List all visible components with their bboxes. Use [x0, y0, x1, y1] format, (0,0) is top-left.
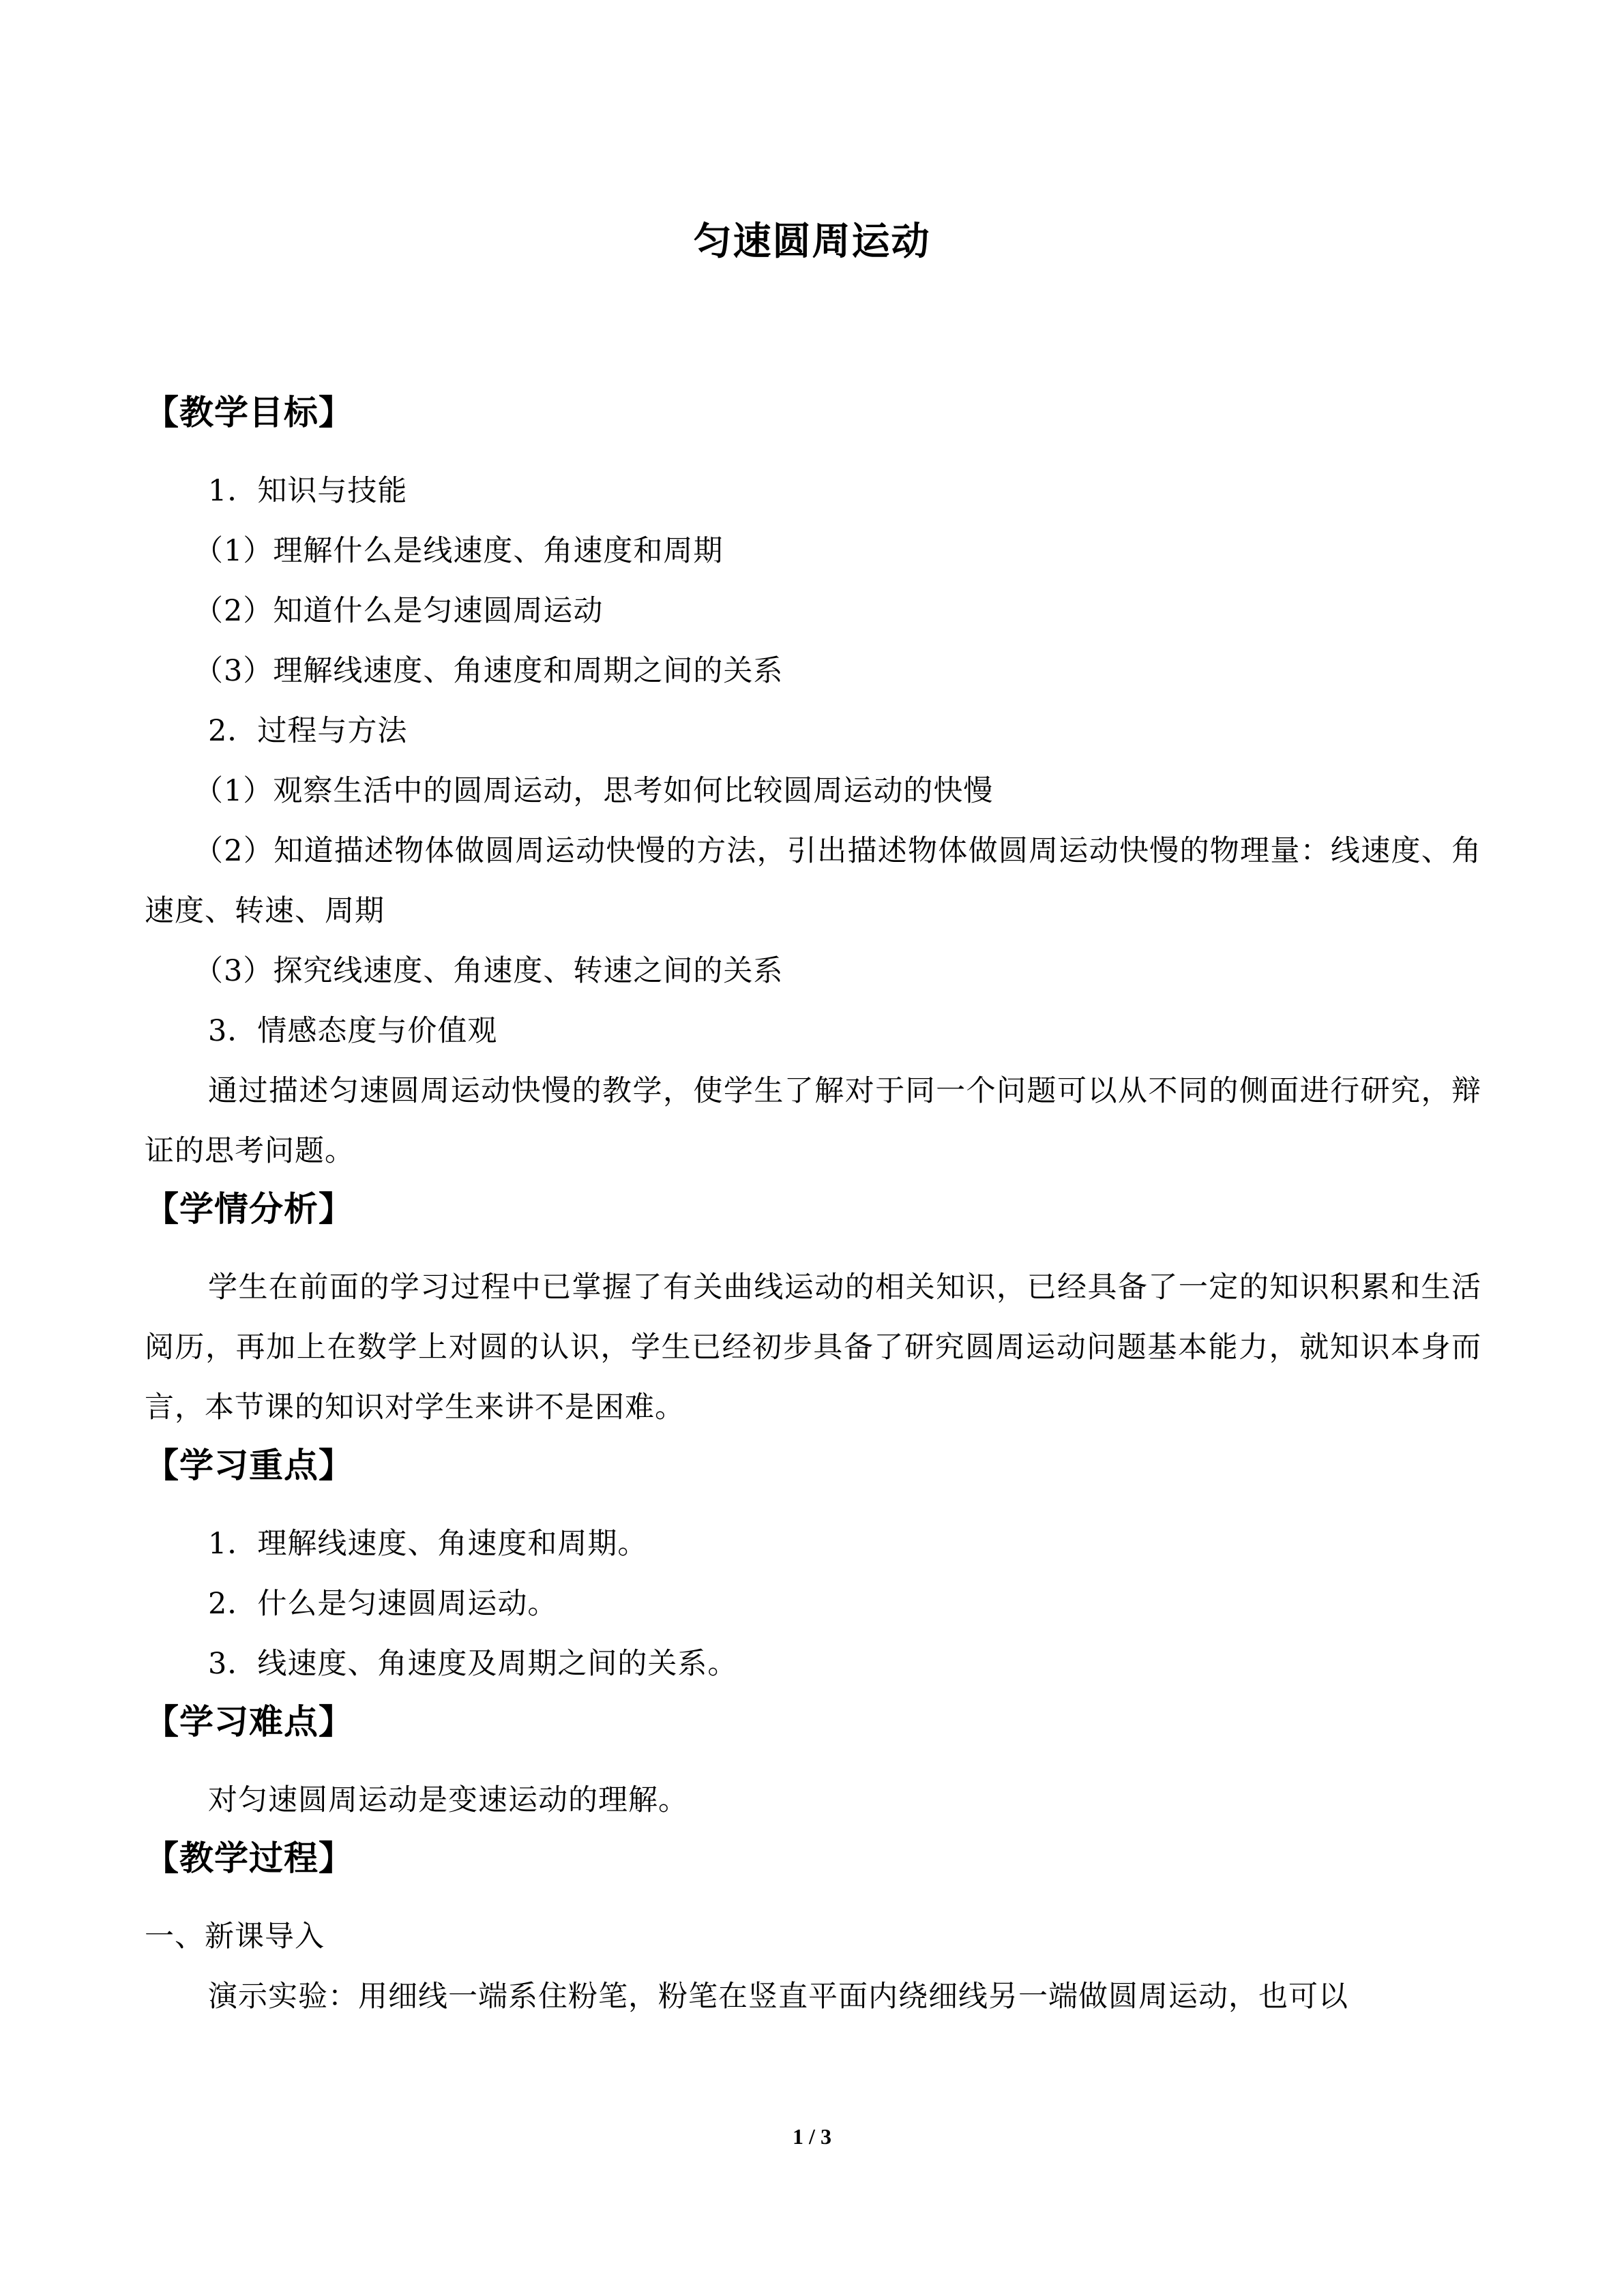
analysis-paragraph: 学生在前面的学习过程中已掌握了有关曲线运动的相关知识，已经具备了一定的知识积累和生活阅历，再加上在数学上对圆的认识，学生已经初步具备了研究圆周运动问题基本能力，就知识本身而言，本节课的知识对学生来讲不是困难。 [145, 1270, 1481, 1425]
process-paragraph: 演示实验：用细线一端系住粉笔，粉笔在竖直平面内绕细线另一端做圆周运动，也可以 [208, 1980, 1348, 2014]
goal-subitem: （2）知道什么是匀速圆周运动 [194, 594, 604, 628]
document-body [145, 382, 1481, 2027]
goal-item: 1．知识与技能 [208, 474, 408, 508]
goal-paragraph: 通过描述匀速圆周运动快慢的教学，使学生了解对于同一个问题可以从不同的侧面进行研究，辩证的思考问题。 [145, 1074, 1481, 1168]
difficulties-paragraph: 对匀速圆周运动是变速运动的理解。 [208, 1783, 688, 1817]
section-heading-process: 【教学过程】 [145, 1838, 353, 1878]
keypoint-item: 3．线速度、角速度及周期之间的关系。 [208, 1647, 738, 1681]
page-number: 1 / 3 [793, 2124, 831, 2149]
goal-subitem: （3）理解线速度、角速度和周期之间的关系 [194, 654, 784, 688]
goal-subitem: （1）理解什么是线速度、角速度和周期 [194, 534, 724, 568]
goal-item: 3．情感态度与价值观 [208, 1014, 498, 1048]
goal-subitem: （1）观察生活中的圆周运动，思考如何比较圆周运动的快慢 [194, 774, 994, 808]
section-heading-goals: 【教学目标】 [145, 393, 353, 432]
keypoint-item: 1．理解线速度、角速度和周期。 [208, 1527, 648, 1561]
process-step: 一、新课导入 [145, 1920, 325, 1954]
document-title: 匀速圆周运动 [693, 220, 931, 264]
goal-subitem: （2）知道描述物体做圆周运动快慢的方法，引出描述物体做圆周运动快慢的物理量：线速度、角速度、转速、周期 [145, 834, 1481, 928]
keypoint-item: 2．什么是匀速圆周运动。 [208, 1587, 558, 1621]
section-heading-difficulties: 【学习难点】 [145, 1702, 353, 1742]
goal-item: 2．过程与方法 [208, 714, 408, 748]
section-heading-analysis: 【学情分析】 [145, 1189, 353, 1229]
goal-subitem: （3）探究线速度、角速度、转速之间的关系 [194, 954, 784, 988]
section-heading-keypoints: 【学习重点】 [145, 1446, 353, 1485]
